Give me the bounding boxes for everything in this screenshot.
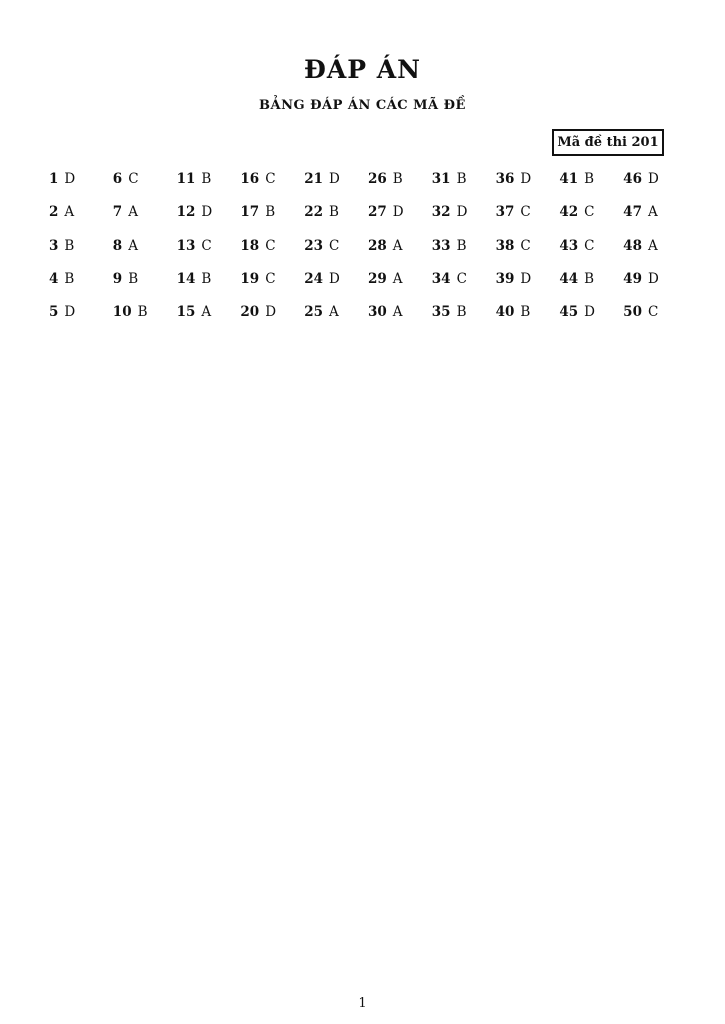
answer-grid [49, 170, 689, 336]
question-number: 10 [112, 304, 132, 321]
question-number: 6 [112, 171, 123, 187]
answer-item [304, 203, 368, 236]
answer-item [432, 303, 496, 336]
question-number: 9 [112, 270, 123, 287]
answer-choice: B [520, 304, 531, 321]
answer-item [113, 237, 177, 270]
answer-item [113, 270, 177, 303]
question-number: 1 [49, 171, 59, 187]
question-number: 39 [495, 270, 515, 287]
answer-item [496, 303, 560, 336]
question-number: 29 [367, 270, 387, 287]
answer-choice: B [201, 270, 212, 287]
answer-choice: C [584, 237, 595, 254]
answer-item [304, 170, 368, 203]
answer-item [49, 237, 113, 270]
question-number: 16 [240, 171, 260, 187]
answer-item [49, 170, 113, 203]
question-number: 2 [49, 204, 59, 221]
answer-choice: D [392, 204, 404, 221]
answer-item [623, 303, 687, 336]
question-number: 24 [304, 270, 323, 287]
question-number: 46 [623, 171, 642, 187]
question-number: 18 [240, 237, 260, 254]
answer-choice: D [328, 171, 340, 187]
answer-item [368, 303, 432, 336]
answer-item [559, 170, 623, 203]
answer-choice: C [265, 237, 276, 254]
answer-item [240, 270, 304, 303]
answer-item [623, 203, 687, 236]
question-number: 49 [623, 270, 642, 287]
answer-choice: B [584, 171, 595, 187]
answer-item [113, 170, 177, 203]
answer-item [559, 237, 623, 270]
question-number: 13 [176, 237, 196, 254]
answer-item [432, 270, 496, 303]
answer-item [240, 237, 304, 270]
question-number: 31 [431, 171, 451, 187]
question-number: 7 [112, 204, 123, 221]
answer-item [623, 270, 687, 303]
answer-choice: D [456, 204, 468, 221]
question-number: 12 [176, 204, 196, 221]
question-number: 44 [559, 270, 579, 287]
question-number: 41 [559, 171, 579, 187]
answer-item [240, 303, 304, 336]
answer-choice: B [328, 204, 339, 221]
answer-item [304, 237, 368, 270]
answer-item [496, 270, 560, 303]
answer-choice: D [64, 304, 76, 321]
answer-item [368, 270, 432, 303]
question-number: 11 [176, 171, 196, 187]
question-number: 25 [304, 304, 323, 321]
page-number: 1 [358, 996, 367, 1011]
answer-choice: B [456, 237, 467, 254]
question-number: 22 [304, 204, 323, 221]
question-number: 17 [240, 204, 260, 221]
question-number: 35 [431, 304, 451, 321]
answer-item [368, 237, 432, 270]
answer-choice: B [128, 270, 139, 287]
answer-choice: C [520, 237, 531, 254]
answer-item [623, 170, 687, 203]
answer-choice: D [584, 304, 595, 321]
answer-item [177, 237, 241, 270]
answer-choice: A [128, 204, 138, 221]
answer-choice: C [328, 237, 340, 254]
answer-item [432, 203, 496, 236]
answer-choice: A [64, 204, 75, 221]
answer-choice: A [128, 237, 138, 254]
answer-item [623, 237, 687, 270]
exam-code-box: Mã đề thi 201 [552, 129, 664, 156]
answer-choice: A [647, 237, 658, 254]
answer-item [177, 170, 241, 203]
answer-choice: A [328, 304, 339, 321]
answer-item [240, 170, 304, 203]
answer-choice: C [520, 204, 531, 221]
answer-choice: C [265, 270, 276, 287]
question-number: 5 [49, 304, 59, 321]
answer-choice: A [392, 304, 403, 321]
question-number: 19 [240, 270, 260, 287]
answer-choice: B [64, 237, 75, 254]
answer-item [559, 203, 623, 236]
question-number: 23 [304, 237, 323, 254]
answer-item [113, 303, 177, 336]
question-number: 40 [495, 304, 515, 321]
answer-item [368, 203, 432, 236]
answer-item [496, 237, 560, 270]
answer-choice: B [201, 171, 212, 187]
answer-choice: C [201, 237, 212, 254]
answer-choice: A [392, 270, 403, 287]
answer-item [113, 203, 177, 236]
question-number: 45 [559, 304, 579, 321]
answer-item [559, 270, 623, 303]
answer-choice: B [456, 171, 467, 187]
answer-choice: D [520, 171, 532, 187]
answer-choice: B [265, 204, 276, 221]
question-number: 8 [112, 237, 123, 254]
answer-choice: C [265, 171, 276, 187]
question-number: 33 [431, 237, 451, 254]
answer-item [304, 303, 368, 336]
answer-choice: D [265, 304, 277, 321]
answer-item [304, 270, 368, 303]
answer-item [368, 170, 432, 203]
answer-choice: D [647, 270, 659, 287]
answer-choice: C [584, 204, 595, 221]
answer-choice: C [647, 304, 659, 321]
answer-item [432, 237, 496, 270]
question-number: 20 [240, 304, 260, 321]
answer-choice: D [520, 270, 532, 287]
answer-item [240, 203, 304, 236]
page-subtitle: BẢNG ĐÁP ÁN CÁC MÃ ĐỀ [259, 98, 466, 113]
question-number: 26 [367, 171, 387, 187]
question-number: 15 [176, 304, 196, 321]
question-number: 21 [304, 171, 323, 187]
answer-choice: B [64, 270, 75, 287]
question-number: 32 [431, 204, 451, 221]
question-number: 47 [623, 204, 642, 221]
question-number: 50 [623, 304, 642, 321]
answer-item [49, 270, 113, 303]
page-title: ĐÁP ÁN [304, 55, 421, 84]
answer-choice: B [392, 171, 403, 187]
question-number: 14 [176, 270, 196, 287]
question-number: 28 [367, 237, 387, 254]
question-number: 36 [495, 171, 515, 187]
answer-item [432, 170, 496, 203]
question-number: 34 [431, 270, 451, 287]
answer-choice: C [456, 270, 467, 287]
question-number: 48 [623, 237, 642, 254]
answer-choice: A [201, 304, 212, 321]
question-number: 42 [559, 204, 579, 221]
answer-item [559, 303, 623, 336]
answer-choice: D [201, 204, 213, 221]
answer-item [49, 203, 113, 236]
answer-choice: A [647, 204, 658, 221]
answer-choice: D [328, 270, 340, 287]
answer-choice: D [647, 171, 659, 187]
answer-item [496, 203, 560, 236]
answer-item [49, 303, 113, 336]
answer-choice: B [137, 304, 148, 321]
question-number: 3 [49, 237, 59, 254]
question-number: 43 [559, 237, 579, 254]
answer-item [177, 270, 241, 303]
question-number: 30 [367, 304, 387, 321]
question-number: 37 [495, 204, 515, 221]
question-number: 38 [495, 237, 515, 254]
question-number: 27 [367, 204, 387, 221]
answer-choice: A [392, 237, 403, 254]
answer-item [177, 203, 241, 236]
answer-item [496, 170, 560, 203]
answer-choice: B [584, 270, 595, 287]
answer-item [177, 303, 241, 336]
answer-choice: D [64, 171, 76, 187]
answer-choice: C [128, 171, 139, 187]
question-number: 4 [49, 270, 59, 287]
answer-choice: B [456, 304, 467, 321]
